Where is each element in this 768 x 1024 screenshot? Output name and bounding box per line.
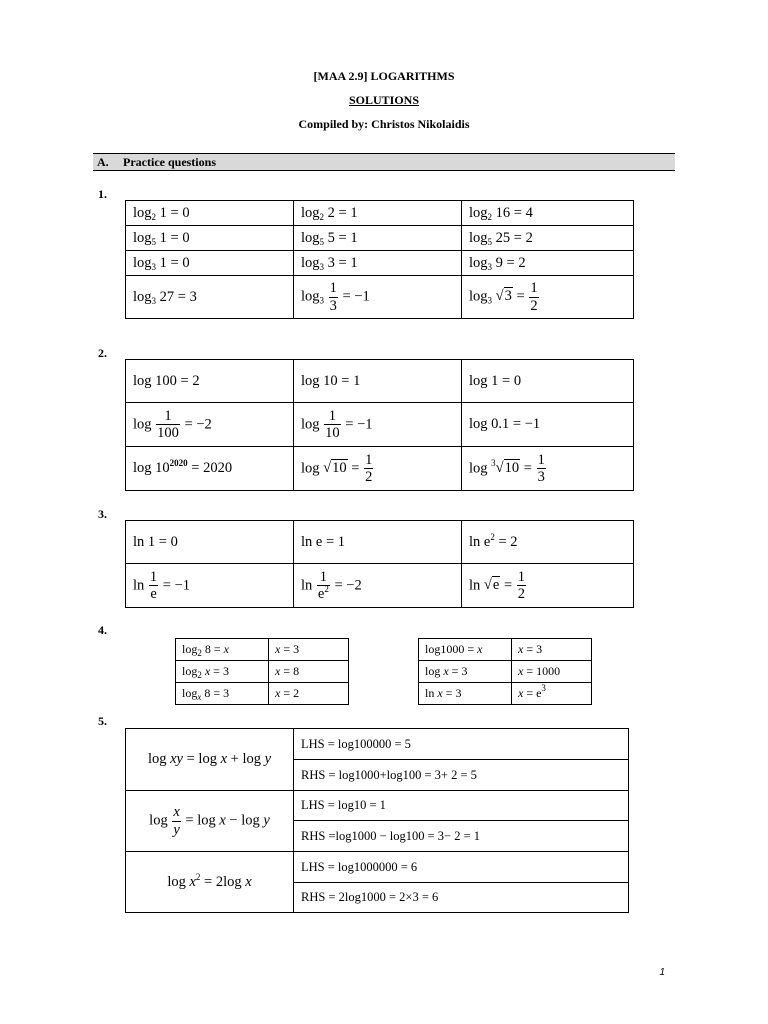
- q1-cell: $\log_3 √3$ = $\frac{1}{2}$: [462, 276, 634, 319]
- section-letter: A.: [97, 155, 109, 169]
- q1-table: [125, 200, 634, 319]
- q3-cell: ln √e = $\frac{1}{2}$: [462, 564, 634, 608]
- q4-cell: x = 2: [269, 683, 349, 705]
- q4-cell: x = 3: [512, 639, 592, 661]
- question-number-1: 1.: [98, 187, 107, 201]
- q4-right-table: [418, 638, 592, 705]
- q3-cell: ln e = 1: [294, 521, 462, 564]
- document-author: Compiled by: Christos Nikolaidis: [298, 117, 470, 131]
- q4-cell: log1000 = x: [419, 639, 512, 661]
- q2-cell: log 100 = 2: [126, 360, 294, 403]
- q1-cell: $\log_2 16 = 4$: [462, 201, 634, 226]
- q1-cell: $\log_5 25 = 2$: [462, 226, 634, 251]
- q5-rhs-1: RHS = log1000+log100 = 3+ 2 = 5: [294, 760, 629, 791]
- q4-cell: log x = 3: [419, 661, 512, 683]
- q5-rhs-2: RHS =log1000 − log100 = 3− 2 = 1: [294, 821, 629, 852]
- q2-cell: log 0.1 = −1: [462, 403, 634, 447]
- q3-table: [125, 520, 634, 608]
- q4-cell: x = 1000: [512, 661, 592, 683]
- q2-cell: $\log 10^{2020} = 2020$: [126, 447, 294, 491]
- q3-cell: ln $\frac{1}{e}$ = −1: [126, 564, 294, 608]
- q5-table: [125, 728, 629, 913]
- q5-rule-quotient: log $\frac{x}{y}$ = log x − log y: [126, 791, 294, 852]
- q2-cell: log $\frac{1}{10}$ = −1: [294, 403, 462, 447]
- q3-cell: ln 1 = 0: [126, 521, 294, 564]
- q2-table: [125, 359, 634, 491]
- q1-cell: $\log_3 9 = 2$: [462, 251, 634, 276]
- q1-cell: $\log_3 1 = 0$: [126, 251, 294, 276]
- q4-left-table: [175, 638, 349, 705]
- q3-cell: $\ln e^2 = 2$: [462, 521, 634, 564]
- q5-lhs-1: LHS = log100000 = 5: [294, 729, 629, 760]
- q2-cell: log $^3$√10 = $\frac{1}{3}$: [462, 447, 634, 491]
- q2-cell: log 10 = 1: [294, 360, 462, 403]
- section-header: [93, 153, 675, 171]
- q5-rule-power: $\log x^2 = 2\log$ x: [126, 852, 294, 913]
- question-number-2: 2.: [98, 346, 107, 360]
- document-title: [MAA 2.9] LOGARITHMS: [313, 69, 455, 83]
- q5-lhs-2: LHS = log10 = 1: [294, 791, 629, 821]
- q1-cell: $\log_5 1 = 0$: [126, 226, 294, 251]
- question-number-5: 5.: [98, 714, 107, 728]
- q4-cell: x = 3: [269, 639, 349, 661]
- q2-cell: log √10 = $\frac{1}{2}$: [294, 447, 462, 491]
- q4-cell: $\log_x 8 = 3$: [176, 683, 269, 705]
- page-number: 1: [659, 967, 665, 978]
- q5-rhs-3: RHS = 2log1000 = 2×3 = 6: [294, 883, 629, 913]
- q4-cell: x = 8: [269, 661, 349, 683]
- q1-cell: $\log_2 2 = 1$: [294, 201, 462, 226]
- q4-cell: $\log_2 x = 3$: [176, 661, 269, 683]
- section-title: Practice questions: [123, 155, 216, 169]
- q3-cell: ln $\frac{1}{e^2}$ = −2: [294, 564, 462, 608]
- q2-cell: log $\frac{1}{100}$ = −2: [126, 403, 294, 447]
- q4-cell: $\log_2 8 = x$: [176, 639, 269, 661]
- q1-cell: $\log_5 5 = 1$: [294, 226, 462, 251]
- document-subtitle: SOLUTIONS: [348, 93, 420, 107]
- question-number-4: 4.: [98, 623, 107, 637]
- q1-cell: $\log_3 3 = 1$: [294, 251, 462, 276]
- q1-cell: $\log_3$ $\frac{1}{3}$ = −1: [294, 276, 462, 319]
- q4-cell: ln x = 3: [419, 683, 512, 705]
- q5-lhs-3: LHS = log1000000 = 6: [294, 852, 629, 883]
- q1-cell: $\log_2 1 = 0$: [126, 201, 294, 226]
- question-number-3: 3.: [98, 507, 107, 521]
- q4-cell: $x = e^3$: [512, 683, 592, 705]
- q2-cell: log 1 = 0: [462, 360, 634, 403]
- q5-rule-product: log xy = log x + log y: [126, 729, 294, 791]
- q1-cell: $\log_3 27 = 3$: [126, 276, 294, 319]
